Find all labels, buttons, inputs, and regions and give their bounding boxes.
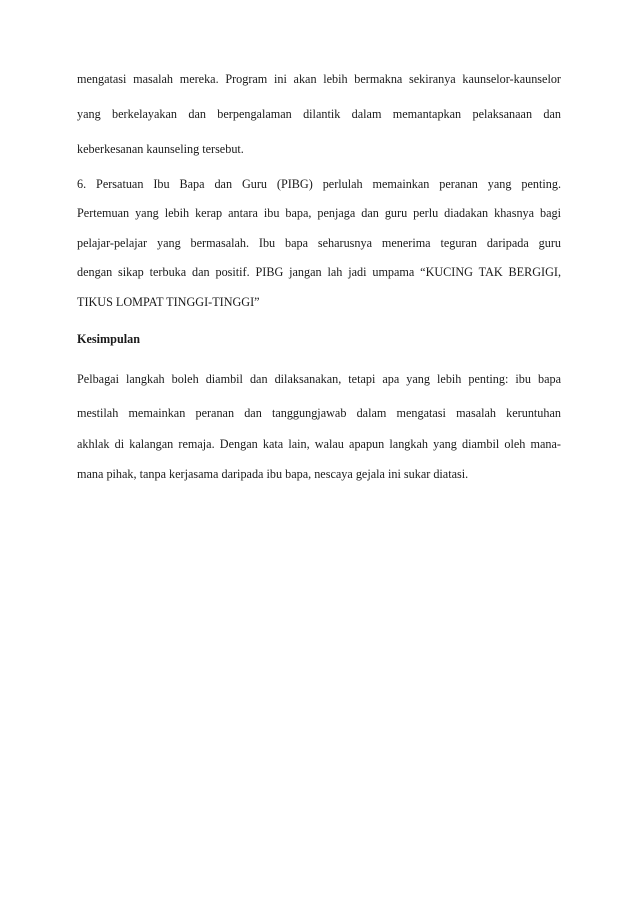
- paragraph-1-line-1: mengatasi masalah mereka. Program ini akan lebih bermakna sekiranya kaunselor-kaunselor: [77, 72, 561, 86]
- paragraph-2-line-4: dengan sikap terbuka dan positif. PIBG jangan lah jadi umpama “KUCING TAK BERGIGI,: [77, 265, 561, 279]
- conclusion-line-4: mana pihak, tanpa kerjasama daripada ibu bapa, nescaya gejala ini sukar diatasi.: [77, 467, 469, 481]
- conclusion-line-3: akhlak di kalangan remaja. Dengan kata lain, walau apapun langkah yang diambil oleh mana-: [77, 437, 561, 451]
- conclusion-heading: Kesimpulan: [77, 332, 140, 346]
- conclusion-line-1: Pelbagai langkah boleh diambil dan dilaksanakan, tetapi apa yang lebih penting: ibu bapa: [77, 372, 561, 386]
- paragraph-2-line-5: TIKUS LOMPAT TINGGI-TINGGI”: [77, 295, 260, 309]
- paragraph-1-line-2: yang berkelayakan dan berpengalaman dilantik dalam memantapkan pelaksanaan dan: [77, 107, 561, 121]
- conclusion-line-2: mestilah memainkan peranan dan tanggungjawab dalam mengatasi masalah keruntuhan: [77, 406, 561, 420]
- paragraph-2-line-3: pelajar-pelajar yang bermasalah. Ibu bapa seharusnya menerima teguran daripada guru: [77, 236, 561, 250]
- paragraph-1-line-3: keberkesanan kaunseling tersebut.: [77, 142, 244, 156]
- paragraph-2-line-2: Pertemuan yang lebih kerap antara ibu bapa, penjaga dan guru perlu diadakan khasnya bagi: [77, 206, 561, 220]
- paragraph-2-line-1: 6. Persatuan Ibu Bapa dan Guru (PIBG) perlulah memainkan peranan yang penting.: [77, 177, 561, 191]
